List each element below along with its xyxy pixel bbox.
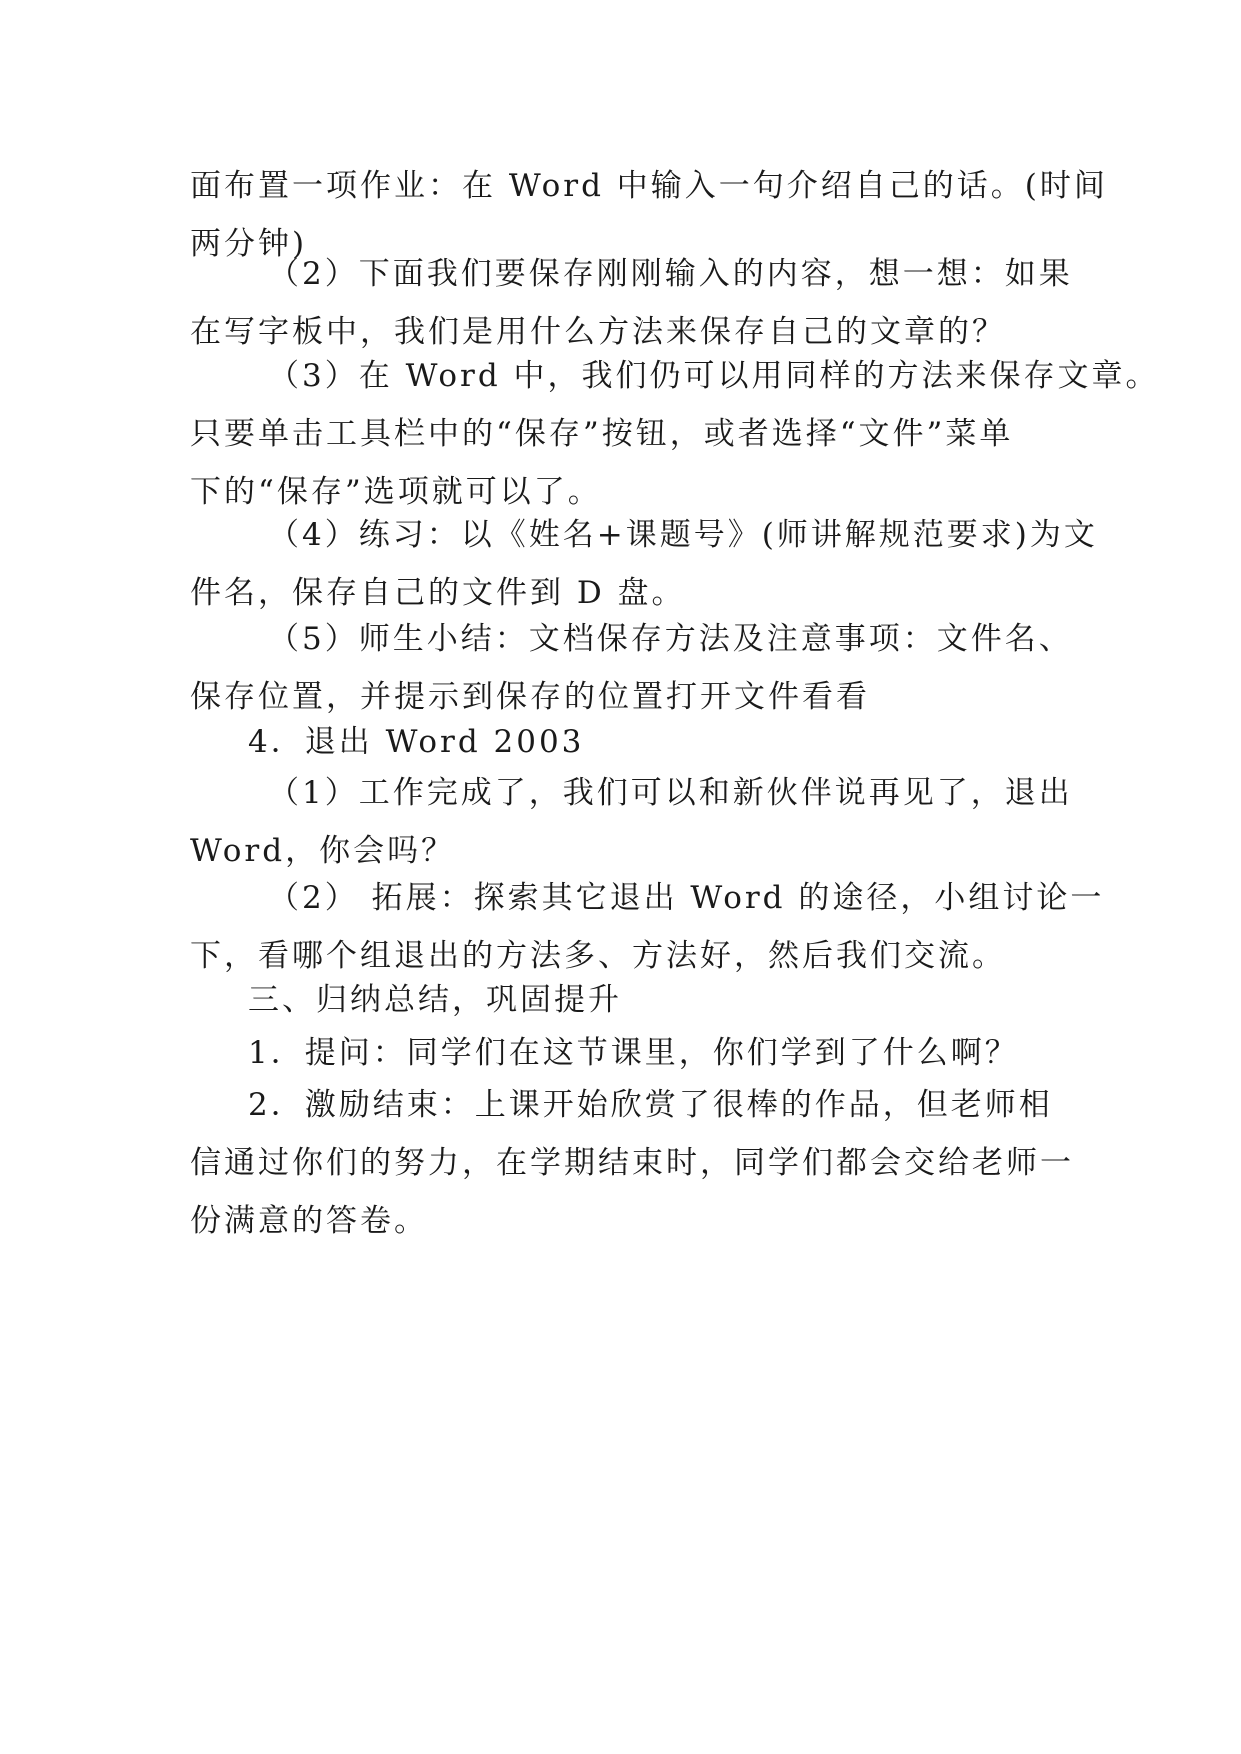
paragraph-exit-question (190, 764, 1073, 880)
paragraph-ask (190, 1024, 1050, 1082)
text-line: 下的“保存”选项就可以了。 (190, 474, 602, 510)
text-line: 信通过你们的努力，在学期结束时，同学们都会交给老师一 (190, 1145, 1074, 1181)
text-line: 只要单击工具栏中的“保存”按钮，或者选择“文件”菜单 (190, 416, 1014, 452)
paragraph-practice (190, 506, 1098, 622)
text-line: （4）练习：以《姓名+课题号》(师讲解规范要求)为文 (268, 517, 1098, 553)
paragraph-save-question (190, 245, 1073, 361)
text-line: 2．激励结束：上课开始欣赏了很棒的作品，但老师相 (248, 1087, 1053, 1123)
text-line: 面布置一项作业：在 Word 中输入一句介绍自己的话。(时间 (190, 168, 1108, 204)
text-line: Word，你会吗？ (190, 833, 456, 869)
text-line: （1）工作完成了，我们可以和新伙伴说再见了，退出 (268, 775, 1073, 811)
text-line: 件名，保存自己的文件到 D 盘。 (190, 575, 686, 611)
text-line: 在写字板中，我们是用什么方法来保存自己的文章的？ (190, 314, 1006, 350)
text-line: 1．提问：同学们在这节课里，你们学到了什么啊？ (248, 1035, 1019, 1071)
text-line: 份满意的答卷。 (190, 1203, 428, 1239)
text-line: 下，看哪个组退出的方法多、方法好，然后我们交流。 (190, 938, 1006, 974)
text-line: 两分钟) (190, 226, 308, 262)
text-line: （3）在 Word 中，我们仍可以用同样的方法来保存文章。 (268, 358, 1160, 394)
text-line: 保存位置，并提示到保存的位置打开文件看看 (190, 679, 870, 715)
text-line: （2） 拓展：探索其它退出 Word 的途径，小组讨论一 (268, 880, 1105, 916)
section-heading-conclusion (190, 971, 1050, 1029)
text-line: （5）师生小结：文档保存方法及注意事项：文件名、 (268, 621, 1073, 657)
text-line: 三、归纳总结，巩固提升 (248, 982, 622, 1018)
section-heading-exit-word (190, 713, 1050, 771)
text-line: 4．退出 Word 2003 (248, 724, 585, 760)
text-line: （2）下面我们要保存刚刚输入的内容，想一想：如果 (268, 256, 1073, 292)
paragraph-save-method (190, 347, 1160, 521)
paragraph-encourage (190, 1076, 1074, 1250)
paragraph-summary (190, 610, 1073, 726)
paragraph-extension (190, 869, 1105, 985)
